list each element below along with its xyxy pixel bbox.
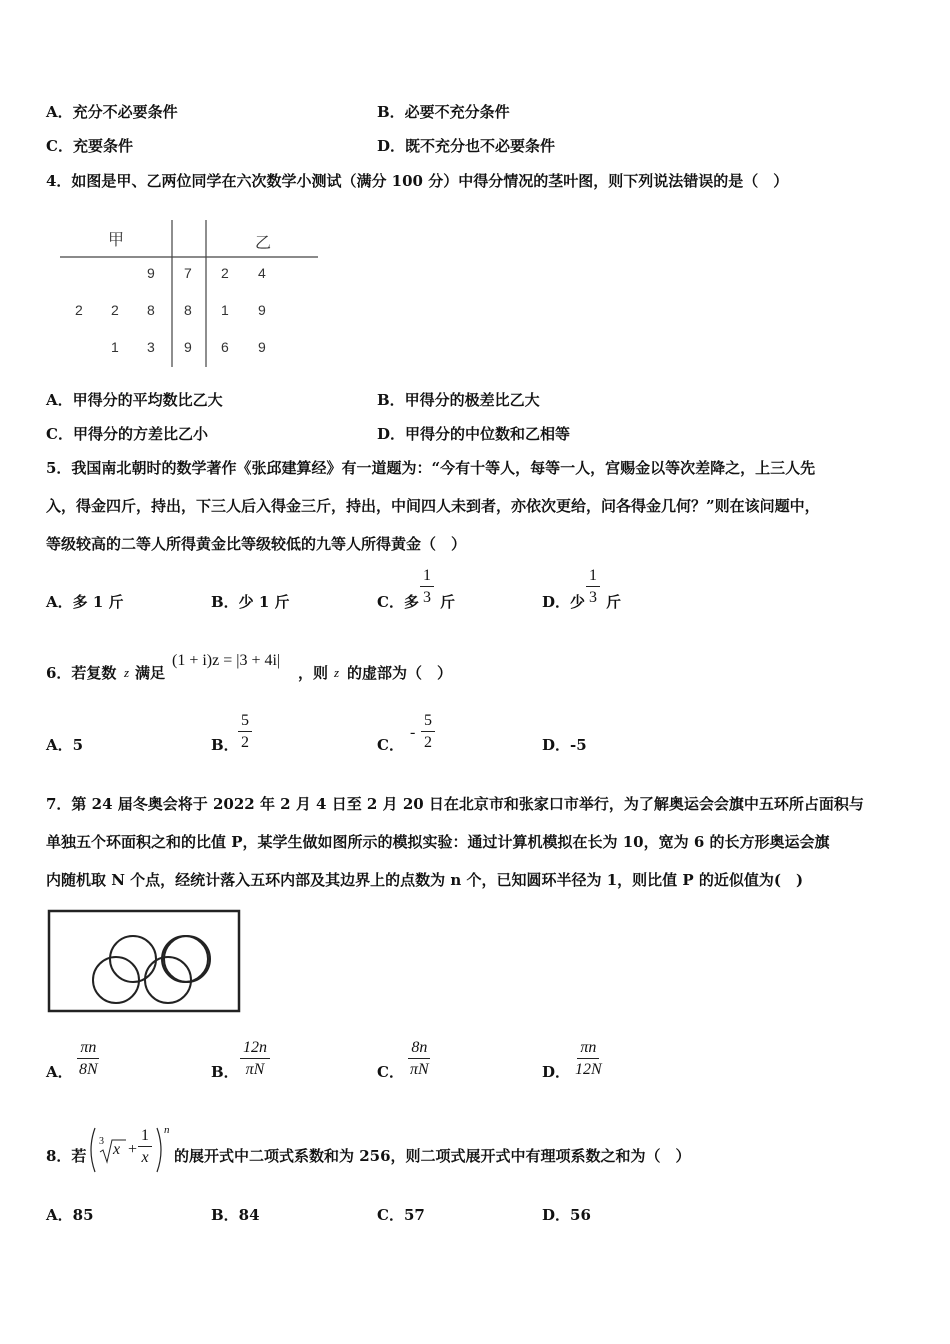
stem-leaf-header-jia: 甲 [108,232,125,249]
q7-stem-line-1: 7．第 24 届冬奥会将于 2022 年 2 月 4 日至 2 月 20 日在北京市和张家口市举行，为了解奥运会会旗中五环所占面积与 [46,795,864,813]
q7-option-c-fraction [407,1038,432,1081]
fraction-denominator: 2 [241,734,249,751]
stem-leaf-plot [55,215,325,375]
right-leaf: 9 [258,302,266,318]
q6-equation: (1 + i)z = |3 + 4i| [172,652,281,669]
q5-option-d-fraction [586,566,600,609]
q5-stem-line-3: 等级较高的二等人所得黄金比等级较低的九等人所得黄金（ ） [46,535,467,553]
q6-end: 的虚部为（ ） [347,664,453,682]
left-leaf: 1 [111,339,119,355]
q5-option-c-suffix: 斤 [440,593,456,611]
fraction-numerator: 5 [238,711,252,732]
fraction-denominator: 12N [575,1061,602,1078]
fraction-numerator: 1 [138,1126,152,1147]
stem-value: 7 [184,265,192,281]
prev-option-a: A．充分不必要条件 [46,103,178,121]
ring-top-right [164,936,210,982]
stem-leaf-header-yi: 乙 [255,235,272,252]
q4-option-a: A．甲得分的平均数比乙大 [46,391,223,409]
q7-option-a-label: A． [46,1063,73,1081]
prev-option-d: D．既不充分也不必要条件 [377,137,556,155]
fraction-numerator: 1 [420,566,434,587]
fraction-numerator: 1 [586,566,600,587]
q6-option-b-fraction [238,711,252,754]
q8-radicand: x [113,1141,121,1158]
q7-option-d-label: D． [542,1063,571,1081]
left-leaf: 2 [75,302,83,318]
right-leaf: 1 [221,302,229,318]
q5-option-a: A．多 1 斤 [46,593,124,611]
q6-option-a: A．5 [46,736,84,754]
stem-value: 8 [184,302,192,318]
q6-option-c-sign: - [410,724,416,741]
left-leaf: 9 [147,265,155,281]
fraction-numerator: πn [577,1038,599,1059]
fraction-denominator: 2 [424,734,432,751]
q5-stem-line-2: 入，得金四斤，持出，下三人后入得金三斤，持出，中间四人未到者，亦依次更给，问各得金几何？”则在该问题中， [46,497,820,515]
olympic-rings-figure [46,908,244,1014]
fraction-denominator: 8N [79,1061,98,1078]
q5-option-c-prefix: C．多 [377,593,419,611]
fraction-numerator: πn [77,1038,99,1059]
q5-option-d-prefix: D．少 [542,593,586,611]
right-leaf: 2 [221,265,229,281]
q8-plus: + [128,1141,138,1158]
q7-option-a-fraction [76,1038,101,1081]
q8-binomial-expression [86,1124,176,1176]
q6-option-c-fraction [421,711,435,754]
prev-option-c: C．充要条件 [46,137,133,155]
q8-fraction [138,1126,152,1169]
q4-option-c: C．甲得分的方差比乙小 [46,425,208,443]
ring-bottom-left [93,957,139,1003]
q8-option-b: B．84 [211,1206,260,1224]
left-leaf: 3 [147,339,155,355]
q5-option-b: B．少 1 斤 [211,593,290,611]
q5-option-d-suffix: 斤 [606,593,622,611]
q8-option-a: A．85 [46,1206,94,1224]
q7-option-c-label: C． [377,1063,404,1081]
q4-option-b: B．甲得分的极差比乙大 [377,391,540,409]
q8-option-c: C．57 [377,1206,425,1224]
ring-top-left [110,936,156,982]
olympic-rings-svg [46,908,244,1014]
q6-mid: 满足 [135,664,166,682]
q7-stem-line-2: 单独五个环面积之和的比值 P，某学生做如图所示的模拟实验：通过计算机模拟在长为 10，宽为 6 的长方形奥运会旗 [46,833,830,851]
left-leaf: 2 [111,302,119,318]
q7-stem-line-3: 内随机取 N 个点，经统计落入五环内部及其边界上的点数为 n 个，已知圆环半径为 1，则比值 P 的近似值为( ) [46,871,804,889]
left-leaf: 8 [147,302,155,318]
fraction-denominator: πN [410,1061,429,1078]
q4-option-d: D．甲得分的中位数和乙相等 [377,425,571,443]
fraction-numerator: 8n [408,1038,430,1059]
q6-after: ，则 [298,664,329,682]
q8-prefix: 8．若 [46,1147,87,1165]
right-leaf: 9 [258,339,266,355]
right-leaf: 6 [221,339,229,355]
q6-prefix: 6．若复数 [46,664,117,682]
q5-option-c-fraction [420,566,434,609]
q6-option-b-label: B． [211,736,239,754]
q8-root-index: 3 [99,1136,104,1147]
fraction-denominator: 3 [589,589,597,606]
q8-option-d: D．56 [542,1206,591,1224]
ring-top-middle [162,936,208,982]
q7-option-b-fraction [240,1038,270,1081]
fraction-denominator: 3 [423,589,431,606]
fraction-denominator: x [141,1149,149,1166]
q8-text: 的展开式中二项式系数和为 256，则二项式展开式中有理项系数之和为（ ） [174,1147,691,1165]
fraction-numerator: 12n [240,1038,270,1059]
q4-stem: 4．如图是甲、乙两位同学在六次数学小测试（满分 100 分）中得分情况的茎叶图，则下列说法错误的是（ ） [46,172,789,190]
q6-var-z: z [124,665,130,680]
prev-option-b: B．必要不充分条件 [377,103,510,121]
right-leaf: 4 [258,265,266,281]
q6-option-c-label: C． [377,736,404,754]
stem-value: 9 [184,339,192,355]
q8-exponent: n [164,1124,170,1136]
q6-var-z2: z [334,665,340,680]
ring-bottom-right [145,957,191,1003]
fraction-denominator: πN [245,1061,265,1078]
q7-option-b-label: B． [211,1063,239,1081]
q6-option-d: D．-5 [542,736,587,754]
fraction-numerator: 5 [421,711,435,732]
q5-stem-line-1: 5．我国南北朝时的数学著作《张邱建算经》有一道题为：“今有十等人，每等一人，宫赐金以等次差降之，上三人先 [46,459,816,477]
q7-option-d-fraction [572,1038,605,1081]
